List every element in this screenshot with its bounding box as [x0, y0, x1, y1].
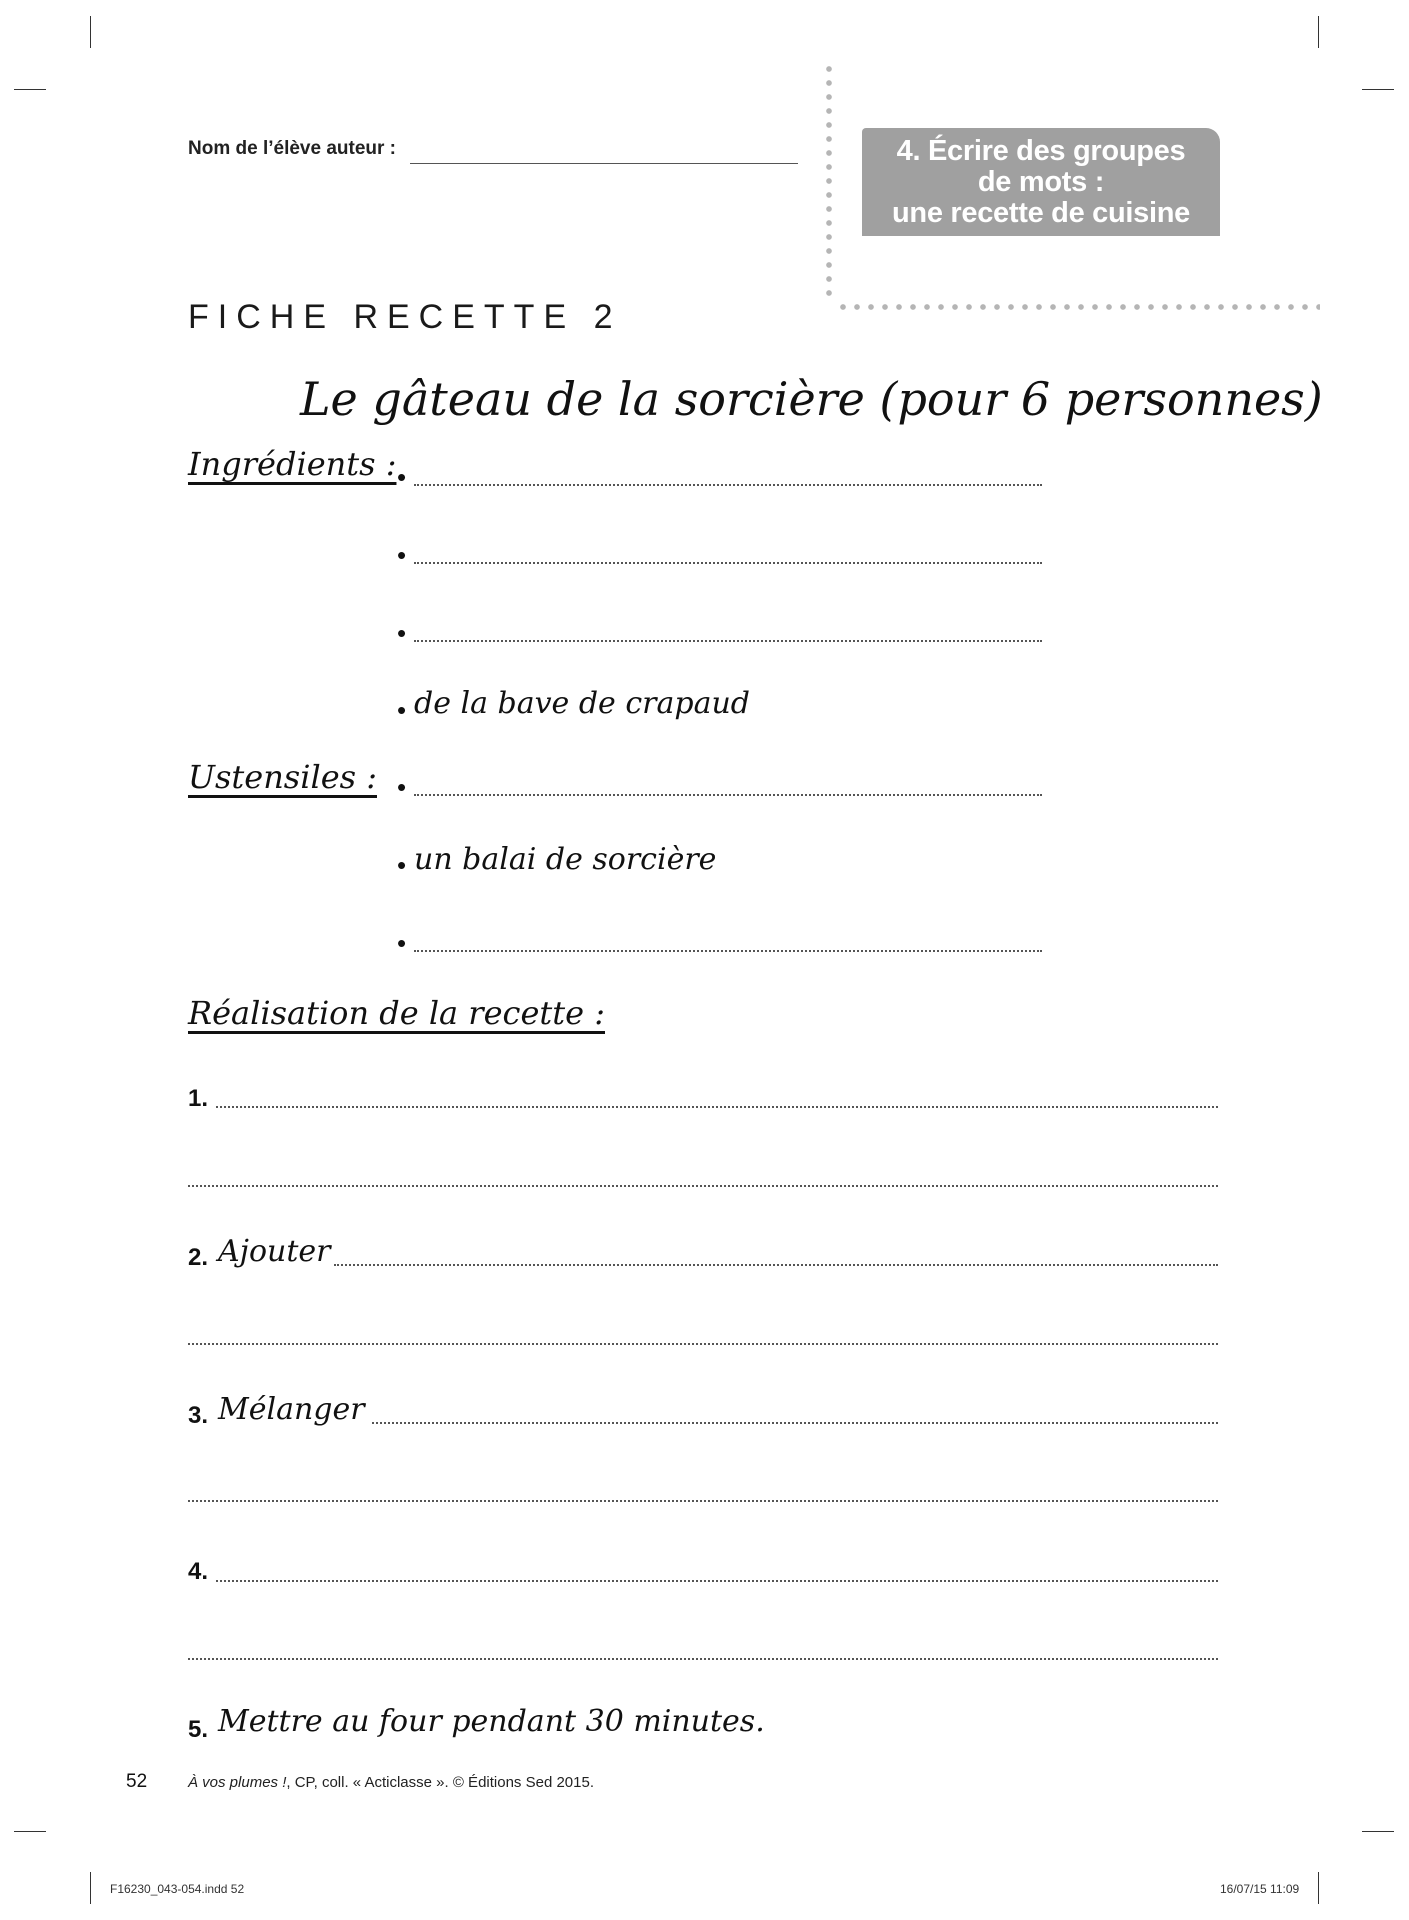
crop-mark — [1318, 1872, 1319, 1904]
bullet-icon: • — [397, 772, 407, 802]
step2-blank-line-2[interactable] — [188, 1343, 1218, 1345]
author-label: Nom de l’élève auteur : — [188, 138, 397, 159]
ustensile-blank-1[interactable] — [414, 794, 1042, 796]
crop-mark — [14, 1831, 46, 1832]
bullet-icon: • — [397, 850, 407, 880]
author-name-line[interactable] — [410, 163, 798, 164]
step1-blank-line[interactable] — [216, 1106, 1218, 1108]
section-tag-line: 4. Écrire des groupes — [896, 134, 1186, 167]
step2-text: Ajouter — [218, 1234, 331, 1269]
ustensile-blank-3[interactable] — [414, 950, 1042, 952]
step-number: 4. — [188, 1558, 209, 1585]
copyright-text: , CP, coll. « Acticlasse ». © Éditions Sed 2015. — [286, 1774, 594, 1791]
bullet-icon: • — [397, 928, 407, 958]
crop-mark — [90, 1872, 91, 1904]
step4-blank-line-2[interactable] — [188, 1658, 1218, 1660]
section-tag — [862, 128, 1220, 236]
book-title: À vos plumes ! — [188, 1774, 287, 1791]
step-number: 2. — [188, 1244, 209, 1271]
bullet-icon: • — [397, 540, 407, 570]
step-number: 5. — [188, 1716, 209, 1743]
ingredient-blank-3[interactable] — [414, 640, 1042, 642]
step4-blank-line[interactable] — [216, 1580, 1218, 1582]
ustensile-item-2: un balai de sorcière — [414, 842, 717, 877]
ingredients-heading: Ingrédients : — [188, 445, 397, 483]
copyright-line — [188, 1774, 594, 1791]
page-number: 52 — [126, 1771, 148, 1792]
dotted-frame-horizontal — [836, 304, 1320, 310]
recipe-title: Le gâteau de la sorcière (pour 6 personnes) — [300, 372, 1323, 426]
dotted-frame-vertical — [826, 62, 832, 298]
crop-mark — [14, 89, 46, 90]
date-slug: 16/07/15 11:09 — [1220, 1882, 1300, 1896]
step2-blank-line[interactable] — [334, 1264, 1218, 1266]
step3-text: Mélanger — [218, 1392, 365, 1427]
crop-mark — [1362, 1831, 1394, 1832]
section-tag-line: de mots : — [977, 165, 1105, 198]
file-slug: F16230_043-054.indd 52 — [110, 1882, 245, 1896]
fiche-title: FICHE RECETTE 2 — [188, 298, 622, 336]
ingredient-item-4: de la bave de crapaud — [414, 686, 750, 721]
step3-blank-line[interactable] — [372, 1422, 1218, 1424]
crop-mark — [1362, 89, 1394, 90]
section-tag-line: une recette de cuisine — [891, 196, 1190, 229]
step3-blank-line-2[interactable] — [188, 1500, 1218, 1502]
step1-blank-line-2[interactable] — [188, 1185, 1218, 1187]
ustensiles-heading: Ustensiles : — [188, 758, 377, 796]
ingredient-blank-2[interactable] — [414, 562, 1042, 564]
bullet-icon: • — [397, 462, 407, 492]
step-number: 1. — [188, 1085, 209, 1112]
step5-text: Mettre au four pendant 30 minutes. — [218, 1704, 765, 1739]
bullet-icon: • — [397, 695, 407, 725]
crop-mark — [90, 16, 91, 48]
bullet-icon: • — [397, 618, 407, 648]
realisation-heading: Réalisation de la recette : — [188, 994, 605, 1032]
ingredient-blank-1[interactable] — [414, 484, 1042, 486]
crop-mark — [1318, 16, 1319, 48]
step-number: 3. — [188, 1402, 209, 1429]
